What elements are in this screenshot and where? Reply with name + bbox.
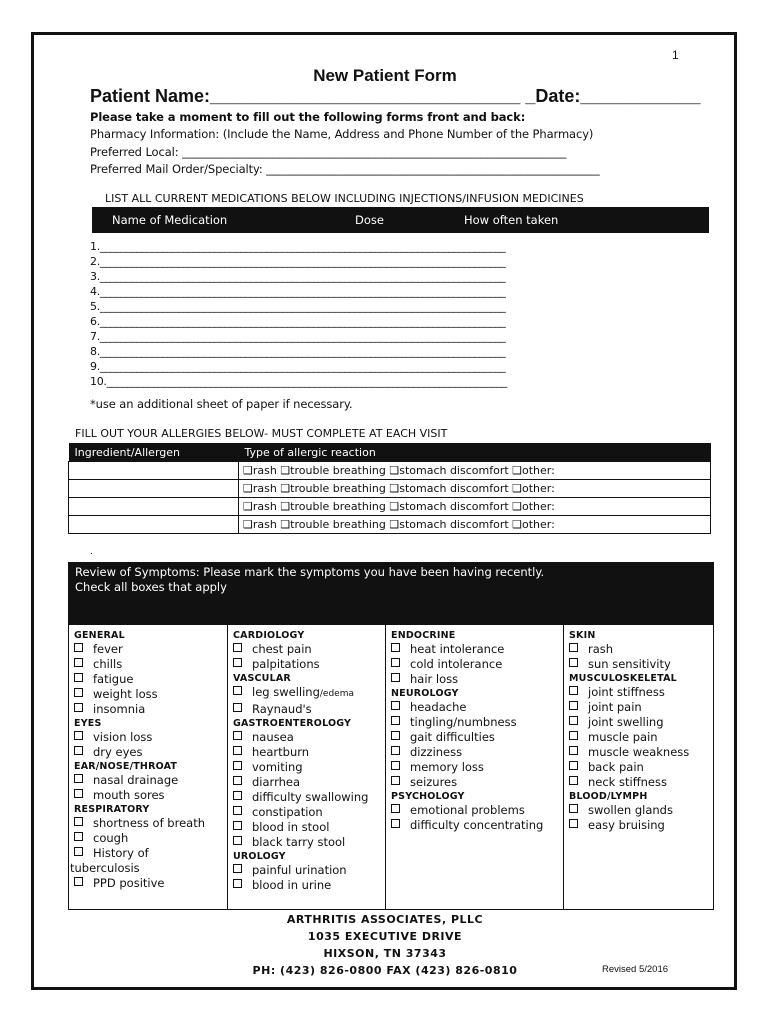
symptom-checkbox-item[interactable] — [569, 803, 713, 818]
symptom-label: insomnia — [93, 702, 146, 716]
checkbox-icon[interactable] — [569, 686, 578, 695]
symptom-label: difficulty swallowing — [252, 790, 369, 804]
symptom-checkbox-item[interactable] — [391, 642, 563, 657]
medication-line[interactable]: 9.______________________________________________________________________________ — [90, 360, 506, 373]
ros-section-heading: CARDIOLOGY — [233, 630, 305, 641]
allergies-heading: FILL OUT YOUR ALLERGIES BELOW- MUST COMPLETE AT EACH VISIT — [75, 427, 448, 440]
symptom-checkbox-item[interactable] — [233, 642, 385, 657]
checkbox-icon[interactable] — [391, 819, 400, 828]
symptom-checkbox-item[interactable] — [233, 775, 385, 790]
symptom-checkbox-item[interactable] — [233, 863, 385, 878]
symptom-label: memory loss — [410, 760, 484, 774]
symptom-checkbox-item[interactable] — [233, 760, 385, 775]
revision-date: Revised 5/2016 — [602, 964, 669, 975]
symptom-checkbox-item[interactable] — [569, 775, 713, 790]
checkbox-icon[interactable] — [74, 746, 83, 755]
symptom-checkbox-item[interactable] — [233, 657, 385, 672]
symptom-label: palpitations — [252, 657, 320, 671]
medications-heading: LIST ALL CURRENT MEDICATIONS BELOW INCLUDING INJECTIONS/INFUSION MEDICINES — [105, 192, 584, 205]
symptom-checkbox-item[interactable] — [391, 818, 563, 833]
symptom-checkbox-item[interactable] — [74, 846, 227, 861]
checkbox-icon[interactable] — [569, 658, 578, 667]
symptom-label: heat intolerance — [410, 642, 505, 656]
preferred-local-field[interactable]: Preferred Local: ____________________________________________________________________ — [90, 145, 567, 159]
symptom-label: back pain — [588, 760, 644, 774]
checkbox-icon[interactable] — [233, 879, 242, 888]
checkbox-icon[interactable] — [569, 746, 578, 755]
footer-phone-fax: PH: (423) 826-0800 FAX (423) 826-0810 — [252, 964, 518, 977]
medication-line[interactable]: 2.______________________________________________________________________________ — [90, 255, 506, 268]
ros-column-2 — [228, 625, 386, 909]
symptom-checkbox-item[interactable] — [233, 805, 385, 820]
ros-section-heading: UROLOGY — [233, 851, 286, 862]
symptom-checkbox-item[interactable] — [391, 672, 563, 687]
symptom-label: History of — [93, 846, 149, 860]
symptom-checkbox-item[interactable] — [391, 715, 563, 730]
symptom-label: fever — [93, 642, 123, 656]
checkbox-icon[interactable] — [74, 643, 83, 652]
ros-section-heading: EAR/NOSE/THROAT — [74, 761, 178, 772]
symptom-label: blood in stool — [252, 820, 330, 834]
ros-instructions-line1: Review of Symptoms: Please mark the symptoms you have been having recently. — [75, 565, 545, 579]
symptom-label: headache — [410, 700, 467, 714]
checkbox-icon[interactable] — [233, 821, 242, 830]
medication-line[interactable]: 1.______________________________________________________________________________ — [90, 240, 506, 253]
checkbox-icon[interactable] — [569, 819, 578, 828]
symptom-checkbox-item[interactable] — [74, 687, 227, 702]
ros-column-1 — [69, 625, 228, 909]
medication-line[interactable]: 5.______________________________________________________________________________ — [90, 300, 506, 313]
allergy-col-ingredient: Ingredient/Allergen — [69, 443, 239, 462]
medication-line[interactable]: 10._____________________________________________________________________________ — [90, 375, 507, 388]
preferred-mail-order-field[interactable]: Preferred Mail Order/Specialty: ___________________________________________________________ — [90, 162, 600, 176]
symptom-label: difficulty concentrating — [410, 818, 544, 832]
symptom-checkbox-item[interactable] — [391, 700, 563, 715]
symptom-label-continuation: tuberculosis — [70, 861, 140, 875]
checkbox-icon[interactable] — [391, 658, 400, 667]
checkbox-icon[interactable] — [74, 789, 83, 798]
checkbox-icon[interactable] — [233, 746, 242, 755]
checkbox-icon[interactable] — [569, 776, 578, 785]
allergy-row — [69, 462, 711, 480]
checkbox-icon[interactable] — [391, 673, 400, 682]
symptom-label: chest pain — [252, 642, 312, 656]
symptom-checkbox-item[interactable] — [233, 820, 385, 835]
symptom-label: blood in urine — [252, 878, 332, 892]
symptom-checkbox-item[interactable] — [74, 773, 227, 788]
symptom-label: muscle weakness — [588, 745, 690, 759]
stray-dot: . — [90, 546, 93, 557]
checkbox-icon[interactable] — [233, 686, 242, 695]
ros-instructions-line2: Check all boxes that apply — [75, 580, 227, 594]
reaction-options-cell[interactable]: ❑rash ❑trouble breathing ❑stomach discomfort ❑other: — [239, 462, 711, 480]
symptom-label: dizziness — [410, 745, 463, 759]
checkbox-icon[interactable] — [569, 731, 578, 740]
checkbox-icon[interactable] — [74, 832, 83, 841]
symptom-checkbox-item[interactable] — [74, 657, 227, 672]
symptom-label: PPD positive — [93, 876, 165, 890]
symptom-checkbox-item[interactable] — [391, 730, 563, 745]
allergy-row — [69, 516, 711, 534]
reaction-options-cell[interactable]: ❑rash ❑trouble breathing ❑stomach discomfort ❑other: — [239, 480, 711, 498]
checkbox-icon[interactable] — [391, 776, 400, 785]
medication-line[interactable]: 6.______________________________________________________________________________ — [90, 315, 506, 328]
symptom-checkbox-item[interactable] — [74, 831, 227, 846]
symptom-label: shortness of breath — [93, 816, 205, 830]
symptom-label: tingling/numbness — [410, 715, 517, 729]
footer-address-city: HIXSON, TN 37343 — [323, 947, 447, 960]
symptom-label: nasal drainage — [93, 773, 179, 787]
ros-column-3 — [386, 625, 564, 909]
symptom-checkbox-item[interactable] — [74, 672, 227, 687]
reaction-options-cell[interactable]: ❑rash ❑trouble breathing ❑stomach discomfort ❑other: — [239, 498, 711, 516]
ros-section-heading: PSYCHOLOGY — [391, 791, 465, 802]
symptom-label: easy bruising — [588, 818, 665, 832]
allergy-row — [69, 480, 711, 498]
checkbox-icon[interactable] — [233, 776, 242, 785]
checkbox-icon[interactable] — [74, 688, 83, 697]
ros-section-heading: NEUROLOGY — [391, 688, 459, 699]
checkbox-icon[interactable] — [569, 716, 578, 725]
medication-line[interactable]: 8.______________________________________________________________________________ — [90, 345, 506, 358]
symptom-label: seizures — [410, 775, 458, 789]
review-of-symptoms-grid — [68, 624, 714, 910]
symptom-label: neck stiffness — [588, 775, 667, 789]
symptom-label: hair loss — [410, 672, 459, 686]
ros-section-heading: MUSCULOSKELETAL — [569, 673, 677, 684]
allergen-input-cell[interactable] — [69, 462, 239, 480]
symptom-checkbox-item[interactable] — [233, 790, 385, 805]
checkbox-icon[interactable] — [74, 731, 83, 740]
symptom-checkbox-item[interactable] — [569, 700, 713, 715]
symptom-checkbox-item[interactable] — [74, 876, 227, 891]
symptom-checkbox-item[interactable] — [391, 745, 563, 760]
checkbox-icon[interactable] — [233, 658, 242, 667]
symptom-checkbox-item[interactable] — [391, 657, 563, 672]
review-of-symptoms-header — [68, 562, 714, 624]
symptom-checkbox-item[interactable] — [233, 878, 385, 893]
symptom-checkbox-item[interactable] — [233, 730, 385, 745]
symptom-label: joint stiffness — [588, 685, 665, 699]
symptom-checkbox-item[interactable] — [233, 835, 385, 850]
ros-section-heading: SKIN — [569, 630, 596, 641]
checkbox-icon[interactable] — [233, 836, 242, 845]
symptom-label-suffix: /edema — [319, 689, 354, 699]
page-number: 1 — [672, 48, 679, 62]
symptom-label: joint pain — [588, 700, 642, 714]
allergies-table — [68, 443, 711, 534]
symptom-label: fatigue — [93, 672, 134, 686]
symptom-checkbox-item[interactable] — [74, 642, 227, 657]
checkbox-icon[interactable] — [569, 804, 578, 813]
ros-section-heading: RESPIRATORY — [74, 804, 150, 815]
checkbox-icon[interactable] — [74, 673, 83, 682]
symptom-checkbox-item[interactable] — [74, 745, 227, 760]
medication-line[interactable]: 7.______________________________________________________________________________ — [90, 330, 506, 343]
allergen-input-cell[interactable] — [69, 498, 239, 516]
symptom-label: painful urination — [252, 863, 347, 877]
symptom-label: sun sensitivity — [588, 657, 671, 671]
symptom-checkbox-item[interactable] — [569, 657, 713, 672]
symptom-label: heartburn — [252, 745, 310, 759]
symptom-checkbox-item[interactable] — [569, 730, 713, 745]
ros-section-heading: VASCULAR — [233, 673, 291, 684]
symptom-label: gait difficulties — [410, 730, 495, 744]
symptom-checkbox-item[interactable] — [74, 702, 227, 717]
symptom-checkbox-item[interactable] — [569, 745, 713, 760]
checkbox-icon[interactable] — [569, 761, 578, 770]
checkbox-icon[interactable] — [74, 847, 83, 856]
checkbox-icon[interactable] — [233, 643, 242, 652]
medications-header-bar — [92, 207, 709, 233]
allergen-input-cell[interactable] — [69, 480, 239, 498]
checkbox-icon[interactable] — [391, 643, 400, 652]
symptom-checkbox-item[interactable] — [569, 818, 713, 833]
allergy-row — [69, 498, 711, 516]
symptom-checkbox-item[interactable] — [391, 760, 563, 775]
symptom-label: dry eyes — [93, 745, 143, 759]
checkbox-icon[interactable] — [233, 761, 242, 770]
ros-section-heading: ENDOCRINE — [391, 630, 456, 641]
symptom-label: black tarry stool — [252, 835, 346, 849]
checkbox-icon[interactable] — [569, 643, 578, 652]
symptom-label: leg swelling — [252, 685, 320, 699]
intro-text: Please take a moment to fill out the following forms front and back: — [90, 110, 526, 124]
symptom-checkbox-item[interactable] — [569, 642, 713, 657]
symptom-checkbox-item[interactable] — [569, 685, 713, 700]
checkbox-icon[interactable] — [391, 731, 400, 740]
symptom-label: rash — [588, 642, 614, 656]
ros-section-heading: GASTROENTEROLOGY — [233, 718, 352, 729]
symptom-label: weight loss — [93, 687, 158, 701]
symptom-label: vision loss — [93, 730, 153, 744]
med-col-dose: Dose — [355, 213, 384, 227]
ros-section-heading: GENERAL — [74, 630, 125, 641]
medications-note: *use an additional sheet of paper if necessary. — [90, 397, 353, 411]
form-title: New Patient Form — [313, 66, 457, 85]
med-col-name: Name of Medication — [112, 213, 228, 227]
symptom-label: constipation — [252, 805, 323, 819]
symptom-checkbox-item[interactable] — [74, 788, 227, 803]
symptom-checkbox-item[interactable] — [391, 803, 563, 818]
checkbox-icon[interactable] — [391, 701, 400, 710]
checkbox-icon[interactable] — [74, 774, 83, 783]
ros-section-heading: BLOOD/LYMPH — [569, 791, 648, 802]
med-col-frequency: How often taken — [464, 213, 559, 227]
symptom-checkbox-item[interactable] — [233, 702, 385, 717]
checkbox-icon[interactable] — [233, 864, 242, 873]
checkbox-icon[interactable] — [74, 817, 83, 826]
symptom-checkbox-item[interactable] — [74, 816, 227, 831]
checkbox-icon[interactable] — [233, 703, 242, 712]
checkbox-icon[interactable] — [391, 804, 400, 813]
checkbox-icon[interactable] — [74, 877, 83, 886]
ros-column-4 — [564, 625, 713, 909]
symptom-checkbox-item[interactable] — [74, 730, 227, 745]
ros-section-heading: EYES — [74, 718, 102, 729]
symptom-label: nausea — [252, 730, 294, 744]
symptom-checkbox-item[interactable] — [569, 715, 713, 730]
symptom-label: muscle pain — [588, 730, 658, 744]
symptom-label: chills — [93, 657, 123, 671]
symptom-label: joint swelling — [588, 715, 664, 729]
medication-line[interactable]: 3.______________________________________________________________________________ — [90, 270, 506, 283]
checkbox-icon[interactable] — [391, 761, 400, 770]
allergy-col-reaction: Type of allergic reaction — [239, 443, 711, 462]
symptom-checkbox-item[interactable] — [233, 745, 385, 760]
checkbox-icon[interactable] — [74, 703, 83, 712]
pharmacy-info-label: Pharmacy Information: (Include the Name, Address and Phone Number of the Pharmacy) — [90, 127, 594, 141]
symptom-label: mouth sores — [93, 788, 165, 802]
checkbox-icon[interactable] — [391, 746, 400, 755]
symptom-label: emotional problems — [410, 803, 525, 817]
symptom-label: Raynaud's — [252, 702, 312, 716]
symptom-checkbox-item[interactable] — [569, 760, 713, 775]
checkbox-icon[interactable] — [233, 731, 242, 740]
patient-name-date-line[interactable]: Patient Name:_______________________________ _Date:____________ — [90, 86, 701, 106]
medication-line[interactable]: 4.______________________________________________________________________________ — [90, 285, 506, 298]
symptom-label: diarrhea — [252, 775, 301, 789]
allergen-input-cell[interactable] — [69, 516, 239, 534]
symptom-label: cold intolerance — [410, 657, 503, 671]
symptom-checkbox-item[interactable] — [233, 685, 385, 702]
checkbox-icon[interactable] — [391, 716, 400, 725]
symptom-label: swollen glands — [588, 803, 673, 817]
checkbox-icon[interactable] — [233, 791, 242, 800]
checkbox-icon[interactable] — [233, 806, 242, 815]
footer-address-street: 1035 EXECUTIVE DRIVE — [307, 930, 463, 943]
footer-practice-name: ARTHRITIS ASSOCIATES, PLLC — [286, 913, 484, 926]
symptom-label: cough — [93, 831, 129, 845]
symptom-label: vomiting — [252, 760, 303, 774]
checkbox-icon[interactable] — [569, 701, 578, 710]
symptom-checkbox-item[interactable] — [391, 775, 563, 790]
checkbox-icon[interactable] — [74, 658, 83, 667]
reaction-options-cell[interactable]: ❑rash ❑trouble breathing ❑stomach discomfort ❑other: — [239, 516, 711, 534]
